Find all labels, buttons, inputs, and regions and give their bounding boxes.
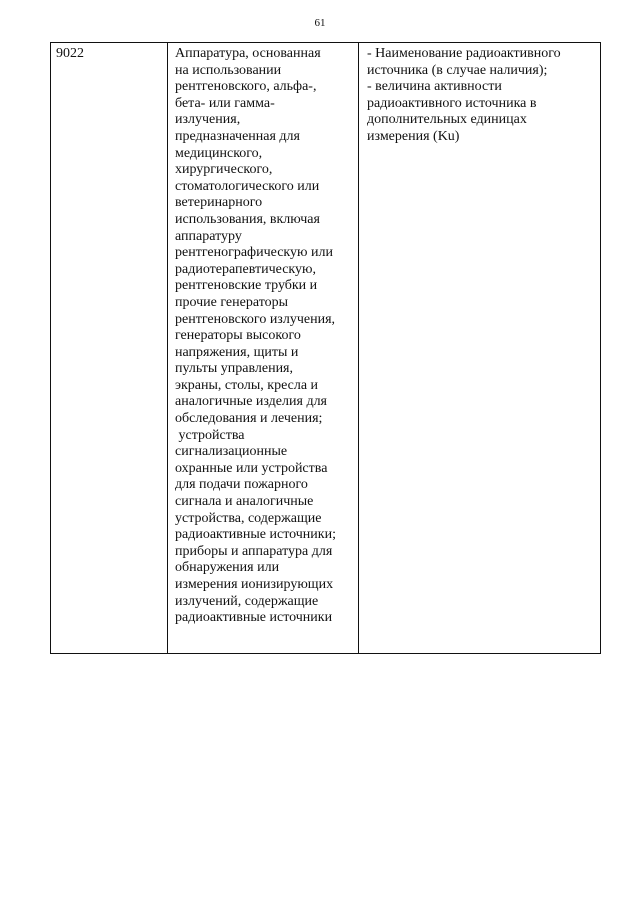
- attribute-line: измерения (Ku): [367, 128, 460, 144]
- description-line: пульты управления,: [175, 361, 293, 377]
- document-table: [50, 42, 601, 654]
- description-line: аппаратуру: [175, 228, 242, 244]
- code-value: 9022: [56, 46, 84, 61]
- description-line: устройства, содержащие: [175, 510, 322, 526]
- description-line: предназначенная для: [175, 128, 300, 144]
- attribute-line: источника (в случае наличия);: [367, 62, 548, 78]
- attributes-cell: [359, 43, 600, 653]
- description-line: радиоактивные источники;: [175, 527, 336, 543]
- description-line: рентгеновского, альфа-,: [175, 79, 317, 95]
- description-line: напряжения, щиты и: [175, 344, 299, 360]
- description-line: рентгенографическую или: [175, 245, 333, 261]
- description-line: охранные или устройства: [175, 460, 328, 476]
- page-number: 61: [314, 17, 326, 29]
- description-line: радиотерапевтическую,: [175, 261, 316, 277]
- description-line: Аппаратура, основанная: [175, 46, 321, 61]
- description-line: ветеринарного: [175, 195, 263, 211]
- description-line: на использовании: [175, 62, 282, 78]
- attribute-line: радиоактивного источника в: [367, 95, 537, 111]
- description-line: аналогичные изделия для: [175, 394, 327, 410]
- description-line: рентгеновские трубки и: [175, 278, 318, 294]
- description-cell: [168, 43, 359, 653]
- description-line: излучений, содержащие: [175, 593, 319, 609]
- description-line: измерения ионизирующих: [175, 577, 334, 592]
- description-line: бета- или гамма-: [175, 95, 275, 111]
- description-line: для подачи пожарного: [175, 477, 308, 493]
- description-line: стоматологического или: [175, 178, 320, 194]
- description-line: устройства: [175, 427, 245, 443]
- attribute-line: дополнительных единицах: [367, 112, 527, 128]
- description-line: рентгеновского излучения,: [175, 311, 336, 327]
- description-line: приборы и аппаратура для: [175, 543, 333, 559]
- description-line: обнаружения или: [175, 560, 280, 576]
- description-line: генераторы высокого: [175, 328, 301, 344]
- attribute-line: - величина активности: [367, 79, 502, 95]
- attribute-line: - Наименование радиоактивного: [367, 46, 561, 61]
- description-line: экраны, столы, кресла и: [175, 377, 319, 393]
- description-line: излучения,: [175, 112, 241, 128]
- description-line: сигнализационные: [175, 444, 288, 460]
- description-line: прочие генераторы: [175, 294, 289, 310]
- code-cell: [51, 43, 168, 653]
- description-line: обследования и лечения;: [175, 411, 323, 427]
- description-line: медицинского,: [175, 145, 263, 161]
- description-line: радиоактивные источники: [175, 610, 333, 626]
- description-line: хирургического,: [175, 162, 273, 178]
- description-line: сигнала и аналогичные: [175, 494, 314, 510]
- description-line: использования, включая: [175, 211, 320, 227]
